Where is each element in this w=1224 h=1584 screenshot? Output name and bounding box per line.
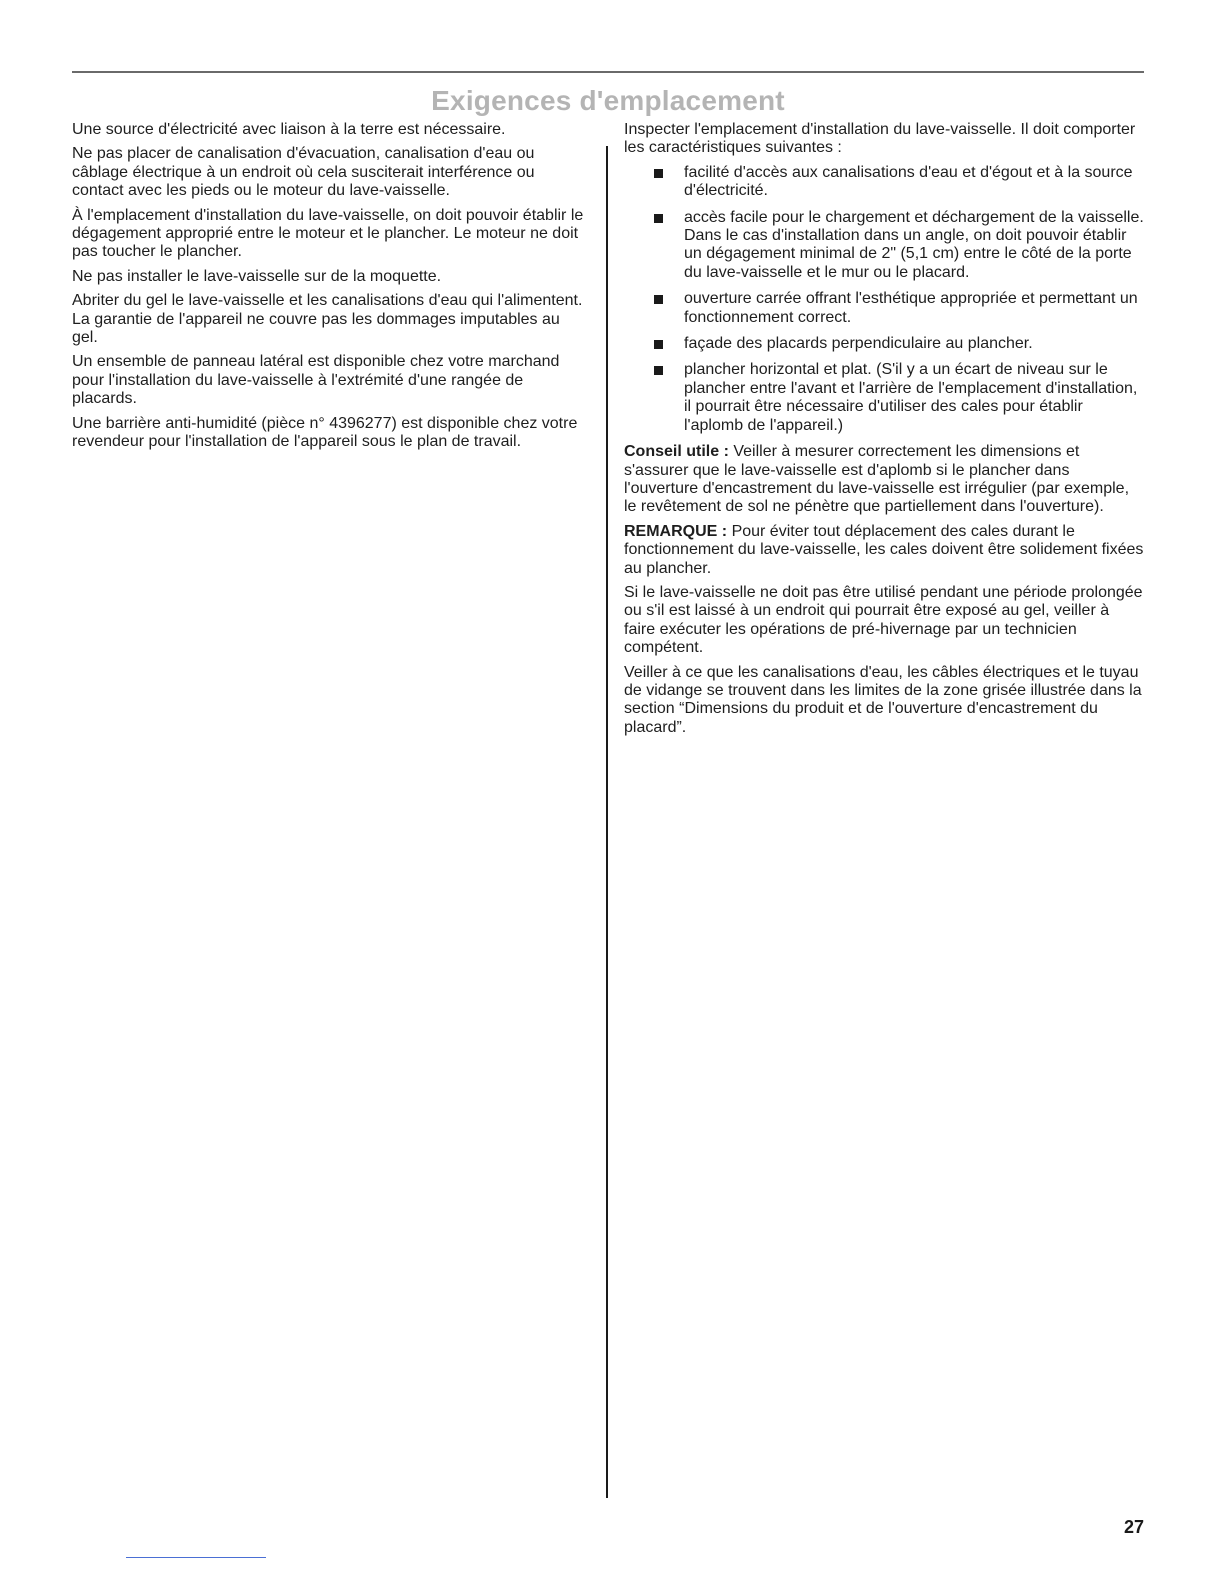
column-divider xyxy=(606,146,608,1498)
list-item xyxy=(624,209,1144,283)
paragraph-shaded-zone: Veiller à ce que les canalisations d'eau, les câbles électriques et le tuyau de vidange se trouvent dans les limites de la zone grisée illustrée dans la section “Dimensions du produit et de l'ouverture d'encastrement du placard”. xyxy=(624,663,1142,736)
note-label: REMARQUE : xyxy=(624,522,728,540)
paragraph-moisture-barrier: Une barrière anti-humidité (pièce n° 4396277) est disponible chez votre revendeur pour l'installation de l'appareil sous le plan de travail. xyxy=(72,414,578,451)
list-item xyxy=(624,361,1144,435)
tip-text: Veiller à mesurer correctement les dimensions et s'assurer que le lave-vaisselle est d'aplomb si le plancher dans l'ouverture d'encastrement du lave-vaisselle est irrégulier (par exemple, le revêtement de sol ne pénètre que partiellement dans l'ouverture). xyxy=(624,443,1130,516)
left-column xyxy=(72,121,590,458)
paragraph-inspect-intro: Inspecter l'emplacement d'installation du lave-vaisselle. Il doit comporter les caractéristiques suivantes : xyxy=(624,121,1136,157)
tip-label: Conseil utile : xyxy=(624,443,729,461)
paragraph-freeze-protection: Abriter du gel le lave-vaisselle et les canalisations d'eau qui l'alimentent. La garantie de l'appareil ne couvre pas les dommages imputables au gel. xyxy=(72,292,583,347)
paragraph-winterizing: Si le lave-vaisselle ne doit pas être utilisé pendant une période prolongée ou s'il est laissé à un endroit qui pourrait être exposé au gel, veiller à faire exécuter les opérations de pré-hivernage par un technicien compétent. xyxy=(624,583,1143,657)
top-rule xyxy=(72,71,1144,73)
paragraph-motor-clearance: À l'emplacement d'installation du lave-vaisselle, on doit pouvoir établir le dégagement approprié entre le moteur et le plancher. Le moteur ne doit pas toucher le plancher. xyxy=(72,206,584,261)
list-item-text: facilité d'accès aux canalisations d'eau et d'égout et à la source d'électricité. xyxy=(684,163,1133,200)
bottom-link-rule xyxy=(126,1557,266,1558)
paragraph-no-carpet: Ne pas installer le lave-vaisselle sur de la moquette. xyxy=(72,267,442,285)
paragraph-no-interference: Ne pas placer de canalisation d'évacuation, canalisation d'eau ou câblage électrique à un endroit où cela susciterait interférence ou contact avec les pieds ou le moteur du lave-vaisselle. xyxy=(72,145,535,200)
list-item-text: plancher horizontal et plat. (S'il y a un écart de niveau sur le plancher entre l'avant et l'arrière de l'emplacement d'installation, il pourrait être nécessaire d'utiliser des cales pour établir l'aplomb de l'appareil.) xyxy=(684,361,1138,434)
square-bullet-icon xyxy=(654,366,663,375)
square-bullet-icon xyxy=(654,340,663,349)
paragraph-tip xyxy=(624,443,1144,517)
list-item-text: accès facile pour le chargement et déchargement de la vaisselle. Dans le cas d'installation dans un angle, on doit pouvoir établir un dégagement minimal de 2" (5,1 cm) entre le côté de la porte du lave-vaisselle et le mur ou le placard. xyxy=(684,208,1144,281)
page-number: 27 xyxy=(1123,1517,1144,1537)
page-title: Exigences d'emplacement xyxy=(431,85,785,116)
requirements-list xyxy=(624,164,1144,435)
list-item xyxy=(624,290,1144,327)
paragraph-ground-power: Une source d'électricité avec liaison à la terre est nécessaire. xyxy=(72,121,506,138)
list-item xyxy=(624,164,1144,201)
square-bullet-icon xyxy=(654,169,663,178)
note-text: Pour éviter tout déplacement des cales durant le fonctionnement du lave-vaisselle, les cales doivent être solidement fixées au plancher. xyxy=(624,522,1144,577)
list-item xyxy=(624,335,1144,353)
list-item-text: façade des placards perpendiculaire au plancher. xyxy=(684,335,1033,353)
right-column xyxy=(624,121,1144,743)
paragraph-side-panel-kit: Un ensemble de panneau latéral est disponible chez votre marchand pour l'installation du lave-vaisselle à l'extrémité d'une rangée de placards. xyxy=(72,353,560,408)
square-bullet-icon xyxy=(654,295,663,304)
paragraph-note xyxy=(624,523,1144,578)
square-bullet-icon xyxy=(654,214,663,223)
list-item-text: ouverture carrée offrant l'esthétique appropriée et permettant un fonctionnement correct. xyxy=(684,290,1138,326)
